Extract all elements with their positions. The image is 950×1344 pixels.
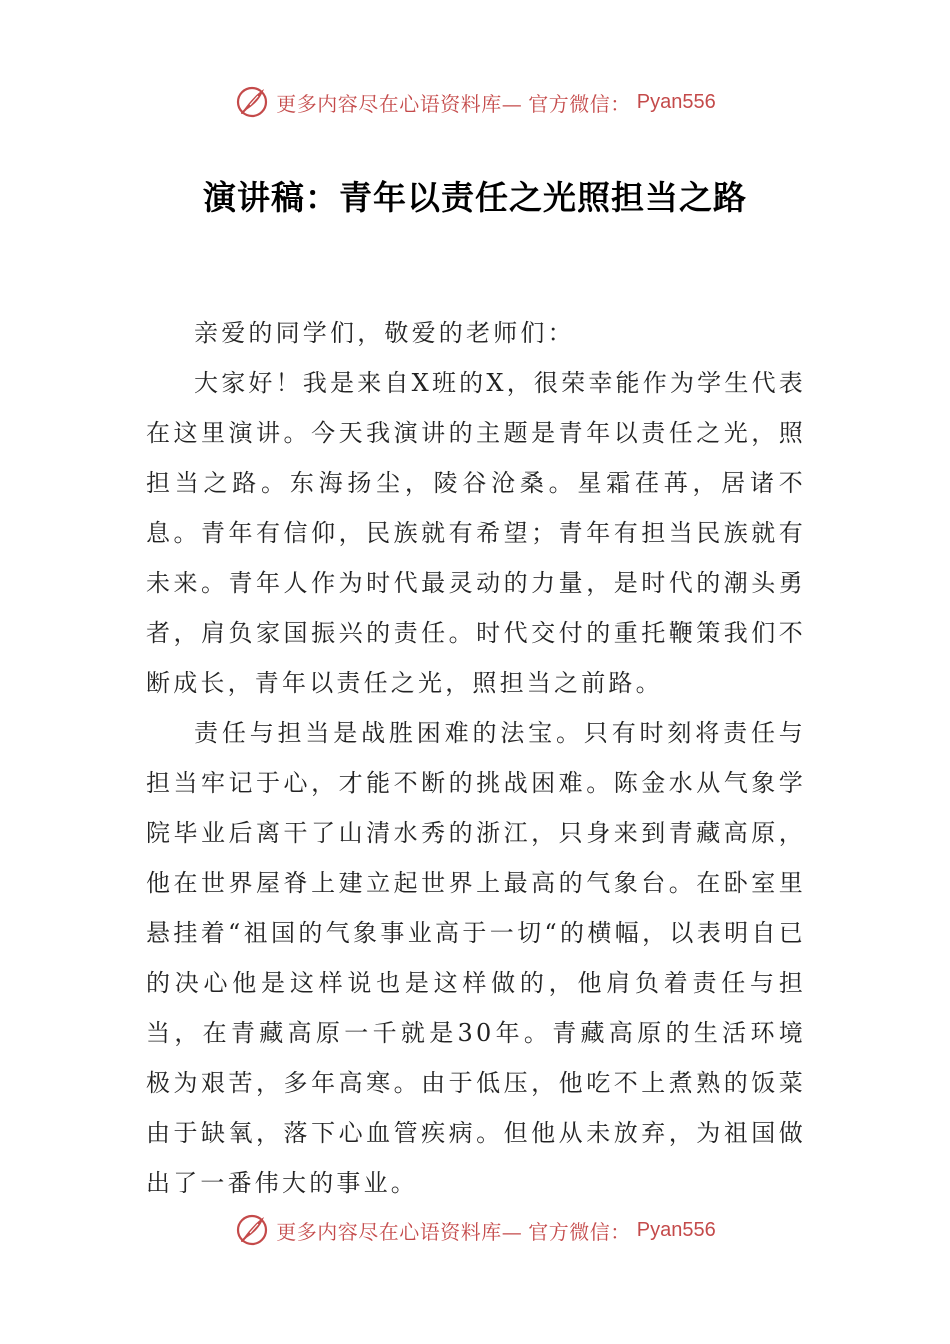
banner-brand-text: 更多内容尽在心语资料库—: [276, 91, 523, 116]
banner-wechat-id: Pyan556: [636, 90, 716, 113]
banner-wechat-label: 官方微信：: [528, 91, 631, 116]
page-title: 演讲稿：青年以责任之光照担当之路: [203, 178, 747, 217]
banner-wechat-id: Pyan556: [636, 1218, 716, 1241]
banner-wechat-label: 官方微信：: [528, 1219, 631, 1244]
body-paragraph: 大家好！我是来自X班的X，很荣幸能作为学生代表在这里演讲。今天我演讲的主题是青年以责任之光，照担当之路。东海扬尘，陵谷沧桑。星霜荏苒，居诸不息。青年有信仰，民族就有希望；青年有担当民族就有未来。青年人作为时代最灵动的力量，是时代的潮头勇者，肩负家国振兴的责任。时代交付的重托鞭策我们不断成长，青年以责任之光，照担当之前路。: [146, 369, 806, 697]
banner-brand-text: 更多内容尽在心语资料库—: [276, 1219, 523, 1244]
document-body: [146, 308, 806, 1208]
footer-watermark-banner: [0, 1210, 950, 1250]
body-paragraph: 责任与担当是战胜困难的法宝。只有时刻将责任与担当牢记于心，才能不断的挑战困难。陈金水从气象学院毕业后离干了山清水秀的浙江，只身来到青藏高原，他在世界屋脊上建立起世界上最高的气象台。在卧室里悬挂着“祖国的气象事业高于一切“的横幅，以表明自已的决心他是这样说也是这样做的，他肩负着责任与担当，在青藏高原一千就是30年。青藏高原的生活环境极为艰苦，多年高寒。由于低压，他吃不上煮熟的饭菜由于缺氧，落下心血管疾病。但他从未放弃，为祖国做出了一番伟大的事业。: [146, 719, 806, 1197]
feather-pen-logo-icon: [234, 1212, 270, 1248]
salutation-paragraph: 亲爱的同学们，敬爱的老师们：: [194, 319, 575, 347]
header-watermark-banner: [0, 82, 950, 122]
feather-pen-logo-icon: [234, 84, 270, 120]
